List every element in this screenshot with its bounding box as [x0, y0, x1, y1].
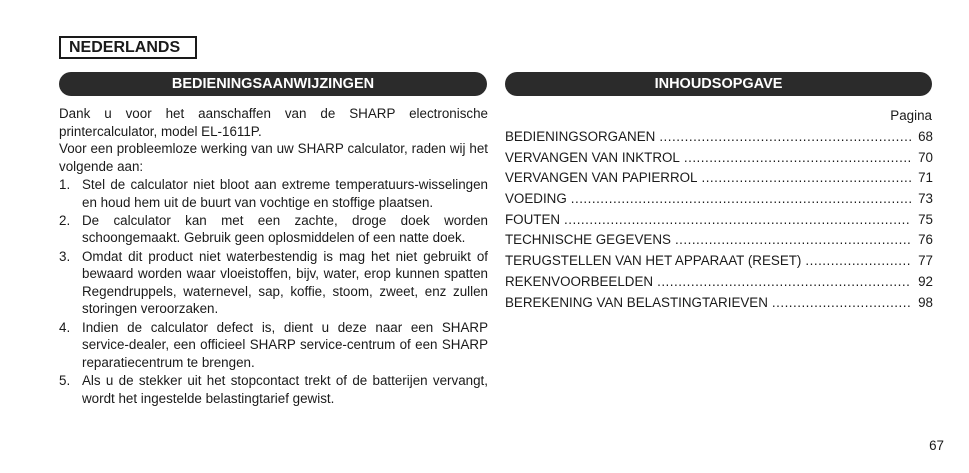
toc-leader-dots — [659, 128, 911, 145]
toc-entry-title: TERUGSTELLEN VAN HET APPARAAT (RESET) — [505, 253, 802, 269]
toc-entry-page: 73 — [918, 191, 933, 207]
toc-entry-title: VERVANGEN VAN PAPIERROL — [505, 170, 698, 186]
instruction-number: 2. — [59, 212, 71, 228]
toc-leader-dots — [701, 169, 911, 186]
page-column-label: Pagina — [890, 108, 932, 123]
toc-entry-page: 77 — [918, 253, 933, 269]
instruction-text: Stel de calculator niet bloot aan extreme temperatuurs-wisselingen en houd hem uit de buurt van vochtige en stoffige plaatsen. — [82, 177, 488, 210]
toc-entry[interactable] — [505, 294, 933, 315]
toc-entry-title: REKENVOORBEELDEN — [505, 273, 654, 289]
instruction-item — [59, 372, 488, 407]
toc-entry-title: TECHNISCHE GEGEVENS — [505, 232, 671, 248]
toc-entry[interactable] — [505, 231, 933, 252]
instruction-item — [59, 212, 488, 247]
intro-paragraph-2: Voor een probleemloze werking van uw SHARP calculator, raden wij het volgende aan: — [59, 141, 488, 174]
instruction-text: De calculator kan met een zachte, droge doek worden schoongemaakt. Gebruik geen oplosmiddelen of een natte doek. — [82, 212, 488, 246]
section-heading-instructions: BEDIENINGSAANWIJZINGEN — [59, 72, 487, 96]
toc-entry-page: 70 — [918, 149, 933, 165]
toc-entry[interactable] — [505, 128, 933, 149]
instruction-item — [59, 176, 488, 211]
instruction-number: 5. — [59, 372, 71, 388]
toc-leader-dots — [772, 294, 911, 311]
toc-leader-dots — [657, 273, 911, 290]
intro-paragraph-1: Dank u voor het aanschaffen van de SHARP electronische printercalculator, model EL-1611P. — [59, 106, 488, 139]
table-of-contents — [505, 128, 933, 314]
toc-entry-title: VOEDING — [505, 191, 567, 207]
toc-entry[interactable] — [505, 273, 933, 294]
toc-entry-page: 68 — [918, 129, 933, 144]
toc-entry[interactable] — [505, 252, 933, 273]
toc-entry-page: 71 — [918, 170, 933, 186]
toc-entry-title: FOUTEN — [505, 211, 561, 227]
toc-entry-page: 76 — [918, 232, 933, 248]
instruction-text: Indien de calculator defect is, dient u deze naar een SHARP service-dealer, een officieel SHARP service-centrum of een SHARP reparatiecentrum te brengen. — [82, 319, 488, 370]
toc-leader-dots — [684, 149, 911, 166]
toc-entry-title: VERVANGEN VAN INKTROL — [505, 149, 680, 165]
instruction-text: Omdat dit product niet waterbestendig is mag het niet gebruikt of bewaard worden waar vloeistoffen, bijv, water, erop kunnen spatten Regendruppels, waternevel, sap, koffie, stoom, zweet, enz zullen storingen veroorzaken. — [82, 248, 488, 317]
instruction-number: 4. — [59, 319, 71, 335]
toc-entry[interactable] — [505, 190, 933, 211]
instruction-list — [59, 176, 488, 408]
intro-text — [59, 105, 488, 175]
instruction-item — [59, 319, 488, 372]
toc-leader-dots — [805, 252, 911, 269]
language-label: NEDERLANDS — [59, 36, 197, 59]
instruction-text: Als u de stekker uit het stopcontact trekt of de batterijen vervangt, wordt het ingestelde belastingtarief gewist. — [82, 372, 488, 406]
section-heading-contents: INHOUDSOPGAVE — [505, 72, 932, 96]
toc-entry[interactable] — [505, 211, 933, 232]
instruction-number: 1. — [59, 177, 71, 192]
toc-entry-page: 75 — [918, 211, 933, 227]
instruction-number: 3. — [59, 248, 71, 264]
toc-entry[interactable] — [505, 149, 933, 170]
instruction-item — [59, 248, 488, 318]
toc-leader-dots — [675, 231, 911, 248]
toc-entry-title: BEDIENINGSORGANEN — [505, 129, 656, 144]
toc-entry[interactable] — [505, 169, 933, 190]
toc-leader-dots — [571, 190, 911, 207]
toc-entry-page: 98 — [918, 294, 933, 310]
toc-leader-dots — [564, 211, 911, 228]
toc-entry-page: 92 — [918, 273, 933, 289]
toc-entry-title: BEREKENING VAN BELASTINGTARIEVEN — [505, 294, 768, 310]
page-number: 67 — [929, 438, 944, 453]
